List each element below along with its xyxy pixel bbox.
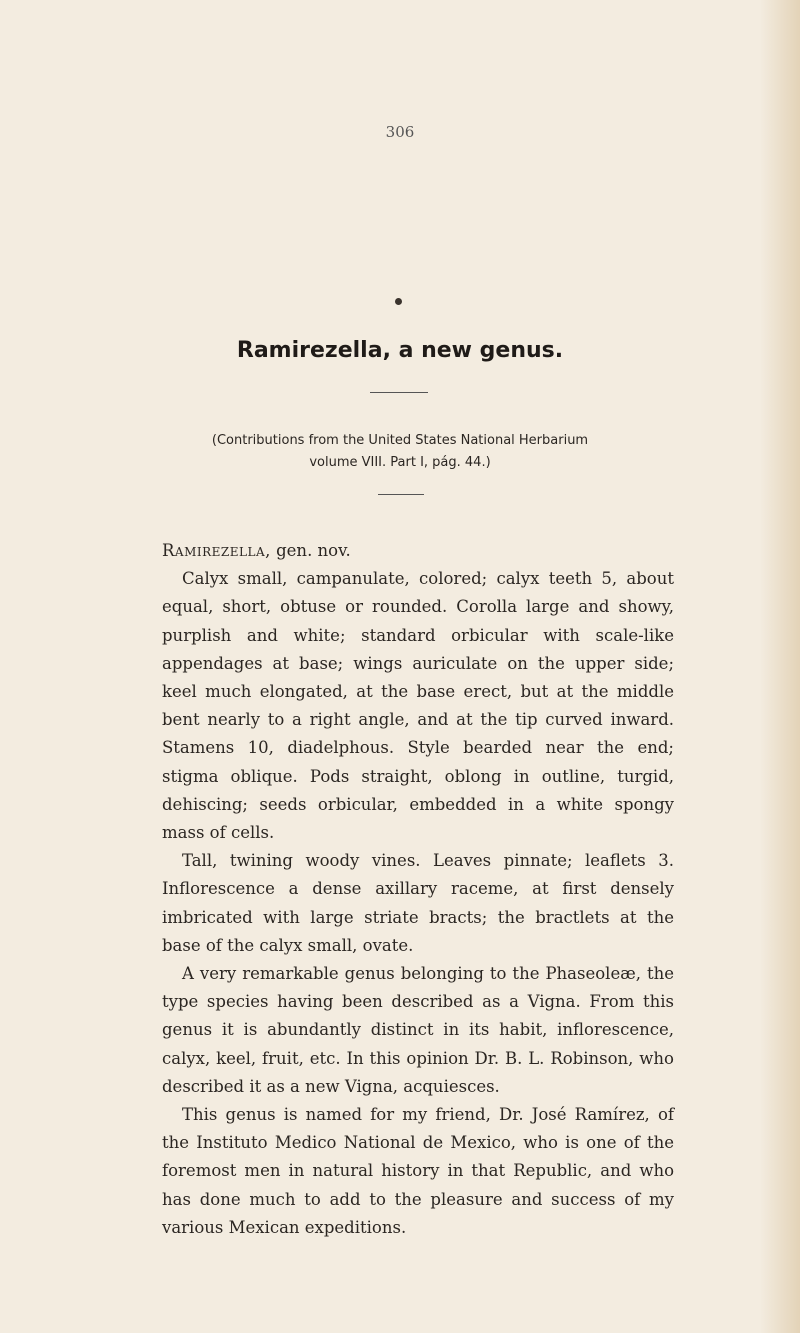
paragraph-dedication: This genus is named for my friend, Dr. José Ramírez, of the Instituto Medico National de Mexico, who is one of the foremost men in natural history in that Republic, and who has done much to add to the pleasure and success of my various Mexican expeditions.	[162, 1105, 674, 1237]
contribution-line-2: volume VIII. Part I, pág. 44.)	[309, 455, 491, 470]
genus-heading-line	[162, 537, 674, 565]
paragraph-remarks: A very remarkable genus belonging to the Phaseoleæ, the type species having been described as a Vigna. From this genus it is abundantly distinct in its habit, inflorescence, calyx, keel, fruit, etc. In this opinion Dr. B. L. Robinson, who described it as a new Vigna, acquiesces.	[162, 964, 674, 1096]
contribution-note	[0, 430, 800, 474]
contribution-line-1: (Contributions from the United States National Herbarium	[211, 433, 589, 448]
paragraph-description: Calyx small, campanulate, colored; calyx teeth 5, about equal, short, obtuse or rounded. Corolla large and showy, purplish and white; standard orbicular with scale-like appendages at base; wings auriculate on the upper side; keel much elongated, at the base erect, but at the middle bent nearly to a right angle, and at the tip curved inward. Stamens 10, diadelphous. Style bearded near the end; stigma oblique. Pods straight, oblong in outline, turgid, dehiscing; seeds orbicular, embedded in a white spongy mass of cells.	[162, 569, 674, 843]
genus-name: Ramirezella,	[162, 541, 271, 560]
divider-rule-bottom	[378, 494, 424, 495]
article-title: Ramirezella, a new genus.	[236, 338, 564, 363]
divider-rule-top	[370, 392, 428, 393]
page-number: 306	[385, 123, 415, 141]
ornament-dot	[395, 298, 402, 305]
article-body	[162, 537, 674, 1242]
page-edge-shading	[760, 0, 800, 1333]
genus-suffix: gen. nov.	[276, 541, 351, 560]
paragraph-habit: Tall, twining woody vines. Leaves pinnate; leaflets 3. Inflorescence a dense axillary raceme, at first densely imbricated with large striate bracts; the bractlets at the base of the calyx small, ovate.	[162, 851, 674, 955]
